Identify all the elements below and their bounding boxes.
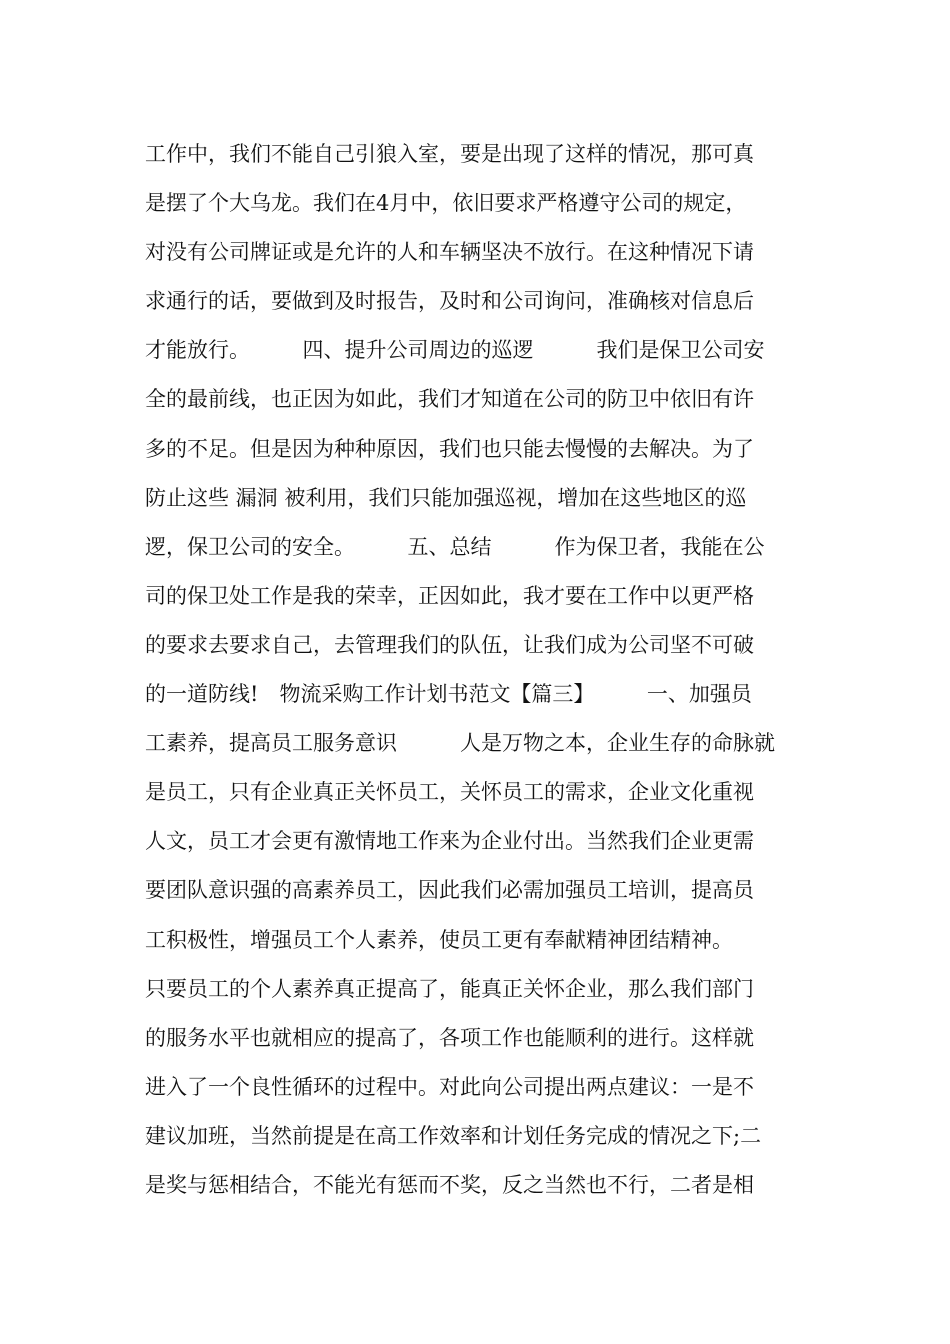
text-line: 工作中，我们不能自己引狼入室，要是出现了这样的情况，那可真 xyxy=(145,142,754,166)
body-text xyxy=(145,130,815,1210)
text-line: 才能放行。 四、提升公司周边的巡逻 我们是保卫公司安 xyxy=(145,338,765,363)
text-line: 是奖与惩相结合，不能光有惩而不奖，反之当然也不行，二者是相 xyxy=(145,1172,754,1197)
text-line: 防止这些 漏洞 被利用，我们只能加强巡视，增加在这些地区的巡 xyxy=(145,485,747,510)
text-line: 是员工，只有企业真正关怀员工，关怀员工的需求，企业文化重视 xyxy=(145,780,754,805)
text-line: 人文，员工才会更有激情地工作来为企业付出。当然我们企业更需 xyxy=(145,829,754,854)
text-line: 要团队意识强的高素养员工，因此我们必需加强员工培训，提高员 xyxy=(145,878,754,903)
text-line: 逻，保卫公司的安全。 五、总结 作为保卫者，我能在公 xyxy=(145,534,765,559)
text-line: 全的最前线，也正因为如此，我们才知道在公司的防卫中依旧有许 xyxy=(145,387,754,412)
text-line: 只要员工的个人素养真正提高了，能真正关怀企业，那么我们部门 xyxy=(145,976,754,1001)
text-line: 进入了一个良性循环的过程中。对此向公司提出两点建议：一是不 xyxy=(145,1074,754,1099)
text-line: 的要求去要求自己，去管理我们的队伍，让我们成为公司坚不可破 xyxy=(145,632,754,657)
text-line: 对没有公司牌证或是允许的人和车辆坚决不放行。在这种情况下请 xyxy=(145,240,754,265)
text-line: 求通行的话，要做到及时报告，及时和公司询问，准确核对信息后 xyxy=(145,289,754,314)
text-line: 的一道防线! 物流采购工作计划书范文【篇三】 一、加强员 xyxy=(145,682,752,707)
text-line: 多的不足。但是因为种种原因，我们也只能去慢慢的去解决。为了 xyxy=(145,436,754,461)
text-line: 的服务水平也就相应的提高了，各项工作也能顺利的进行。这样就 xyxy=(145,1025,754,1050)
text-line: 工积极性，增强员工个人素养，使员工更有奉献精神团结精神。 xyxy=(145,927,733,952)
text-line: 司的保卫处工作是我的荣幸，正因如此，我才要在工作中以更严格 xyxy=(145,583,754,608)
text-line: 建议加班，当然前提是在高工作效率和计划任务完成的情况之下;二 xyxy=(145,1123,762,1148)
text-line: 工素养，提高员工服务意识 人是万物之本，企业生存的命脉就 xyxy=(145,731,775,756)
text-line: 是摆了个大乌龙。我们在4月中，依旧要求严格遵守公司的规定， xyxy=(145,191,747,216)
